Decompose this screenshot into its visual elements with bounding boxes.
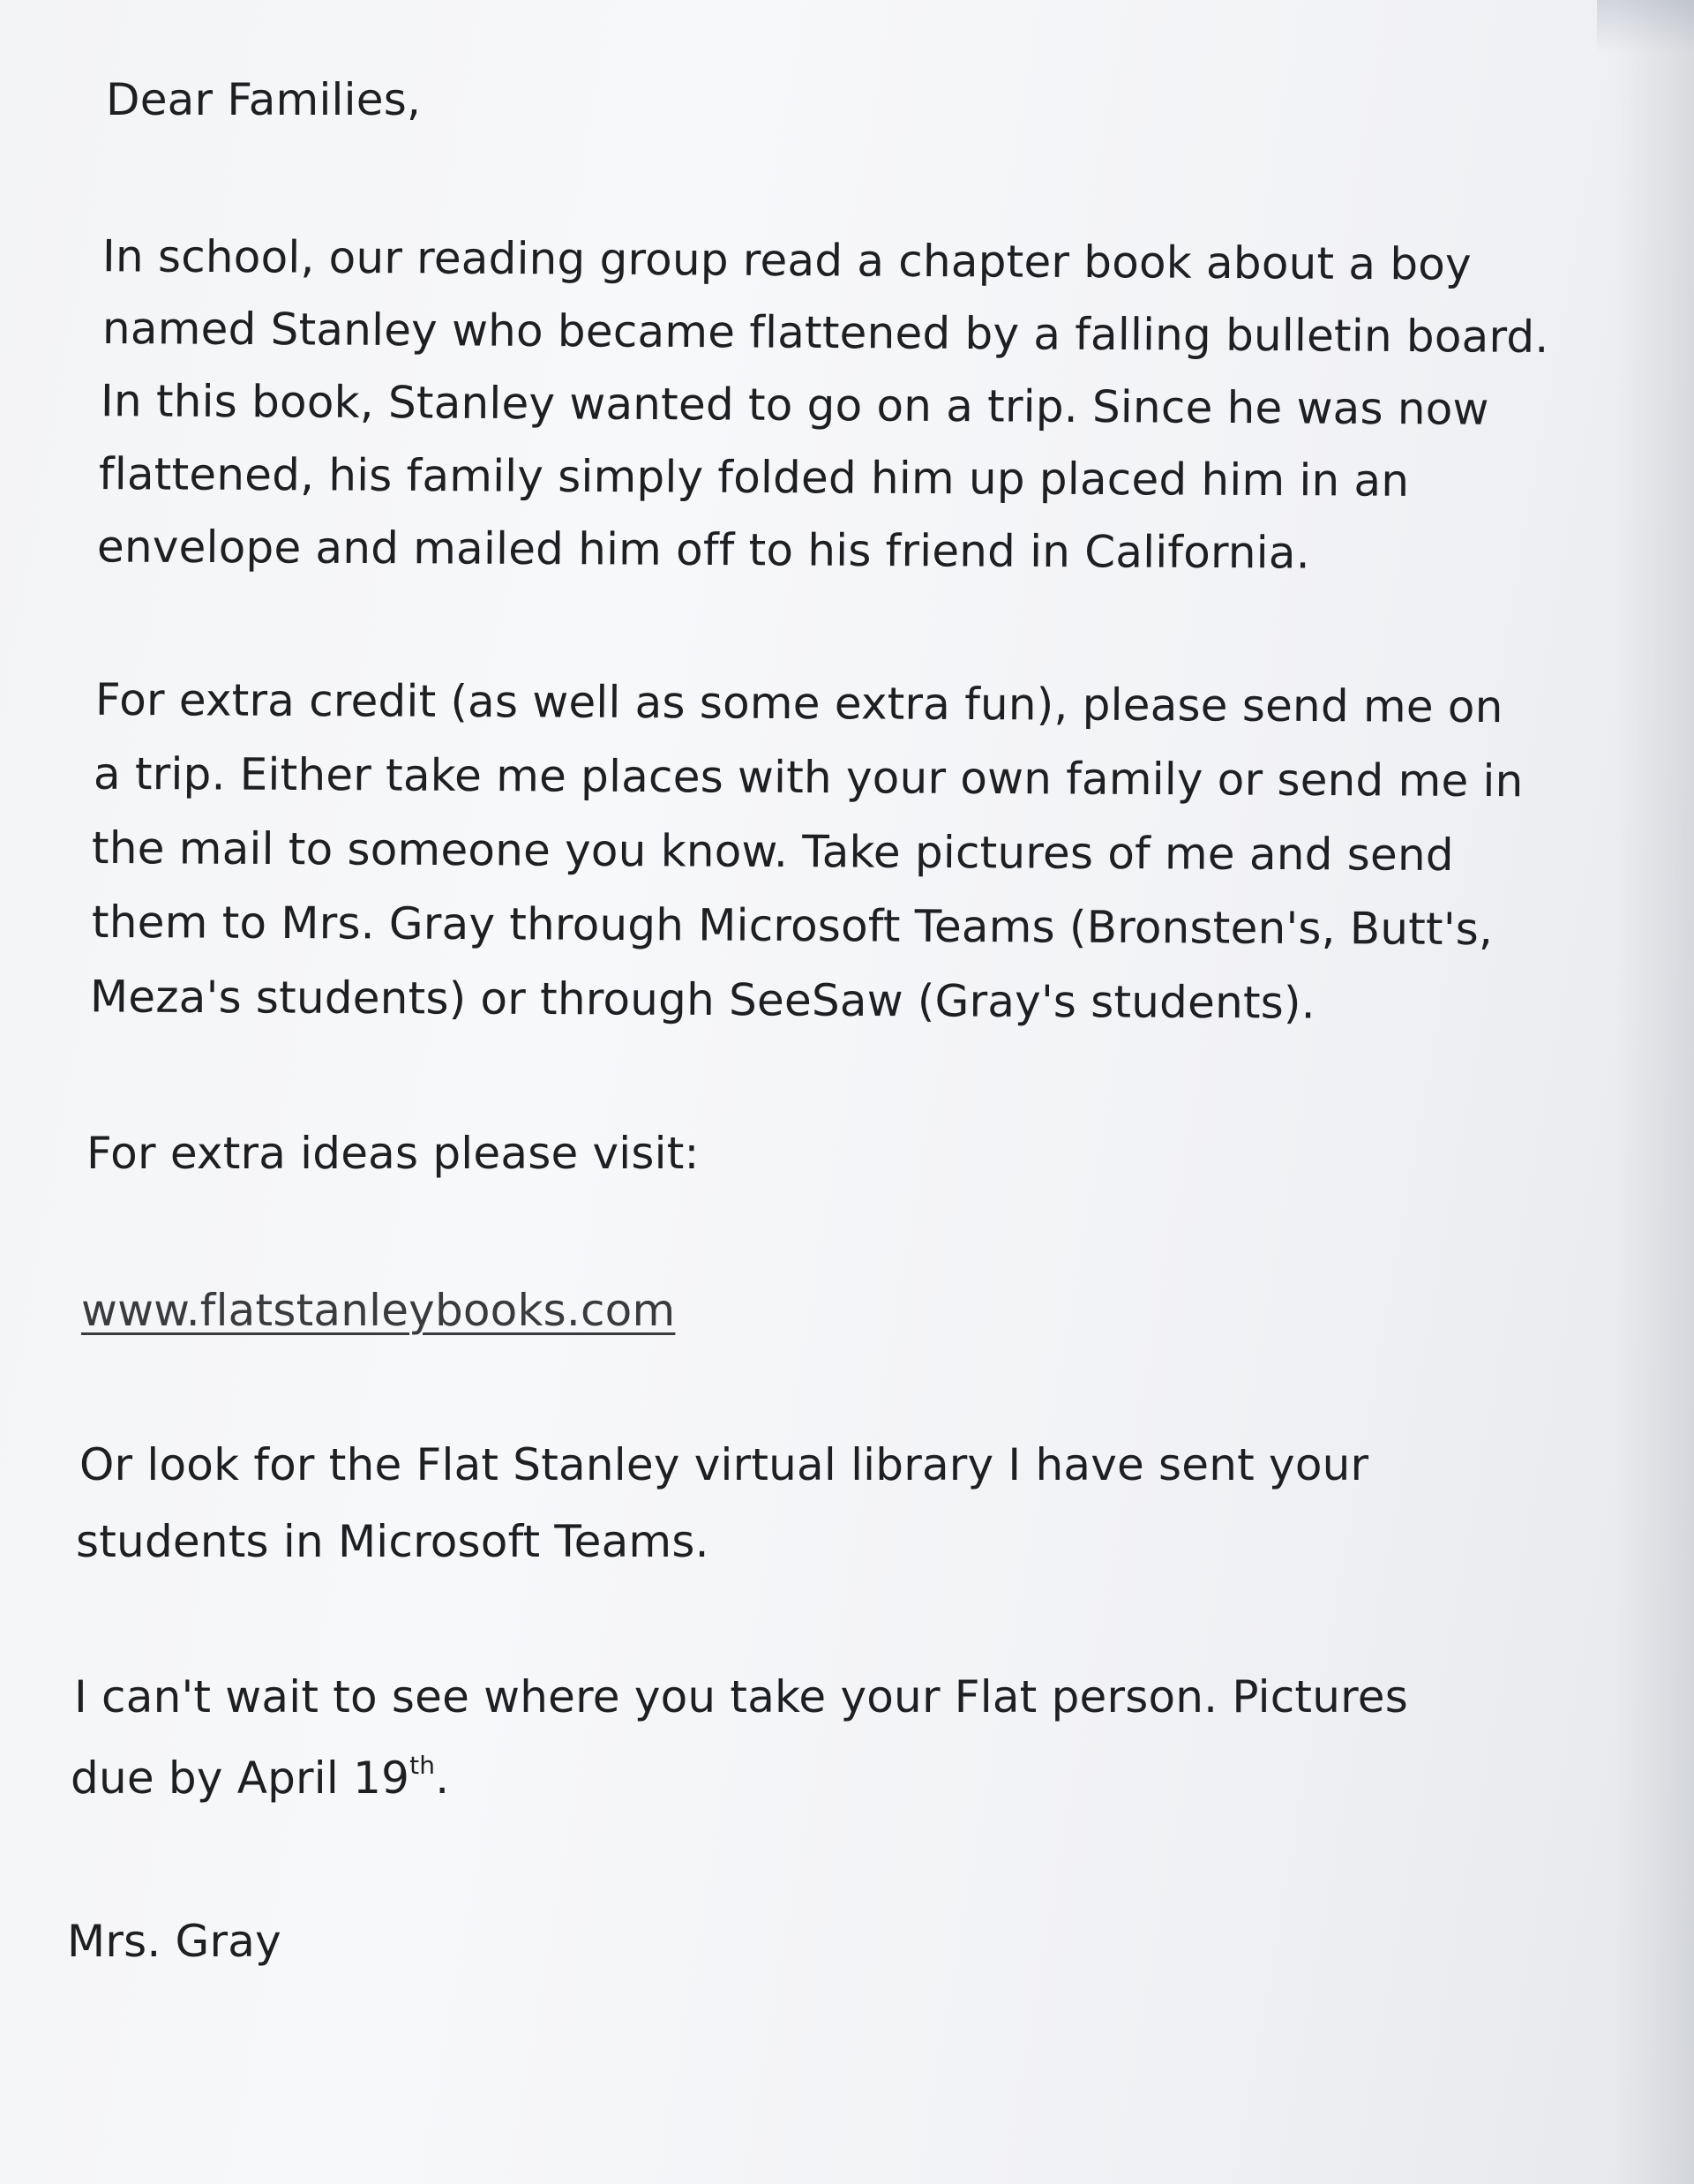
paragraph2-line2: a trip. Either take me places with your own family or send me in	[93, 747, 1524, 807]
paragraph1-line3: In this book, Stanley wanted to go on a trip. Since he was now	[100, 375, 1489, 435]
paragraph1-line4: flattened, his family simply folded him up placed him in an	[98, 448, 1410, 507]
closing-line2-period: .	[435, 1752, 450, 1804]
paragraph1-line1: In school, our reading group read a chapter book about a boy	[101, 230, 1473, 290]
closing-line2	[71, 1751, 450, 1804]
paragraph1-line2: named Stanley who became flattened by a falling bulletin board.	[101, 302, 1549, 364]
website-link[interactable]: www.flatstanleybooks.com	[81, 1285, 676, 1336]
greeting: Dear Families,	[106, 74, 422, 125]
paragraph2-line5: Meza's students) or through SeeSaw (Gray's students).	[89, 971, 1315, 1029]
paragraph3-line1: Or look for the Flat Stanley virtual library I have sent your	[79, 1439, 1369, 1490]
signature: Mrs. Gray	[67, 1916, 281, 1967]
paragraph2-line3: the mail to someone you know. Take pictures of me and send	[91, 822, 1454, 882]
ordinal-suffix: th	[409, 1751, 436, 1781]
paragraph2-line4: them to Mrs. Gray through Microsoft Teams (Bronsten's, Butt's,	[91, 896, 1494, 956]
paragraph3-line2: students in Microsoft Teams.	[76, 1516, 709, 1567]
ideas-intro: For extra ideas please visit:	[86, 1128, 700, 1179]
paragraph1-line5: envelope and mailed him off to his friend in California.	[96, 521, 1310, 579]
closing-line1: I can't wait to see where you take your Flat person. Pictures	[74, 1671, 1408, 1722]
closing-line2-text: due by April 19	[71, 1752, 410, 1804]
paragraph2-line1: For extra credit (as well as some extra fun), please send me on	[94, 673, 1503, 733]
